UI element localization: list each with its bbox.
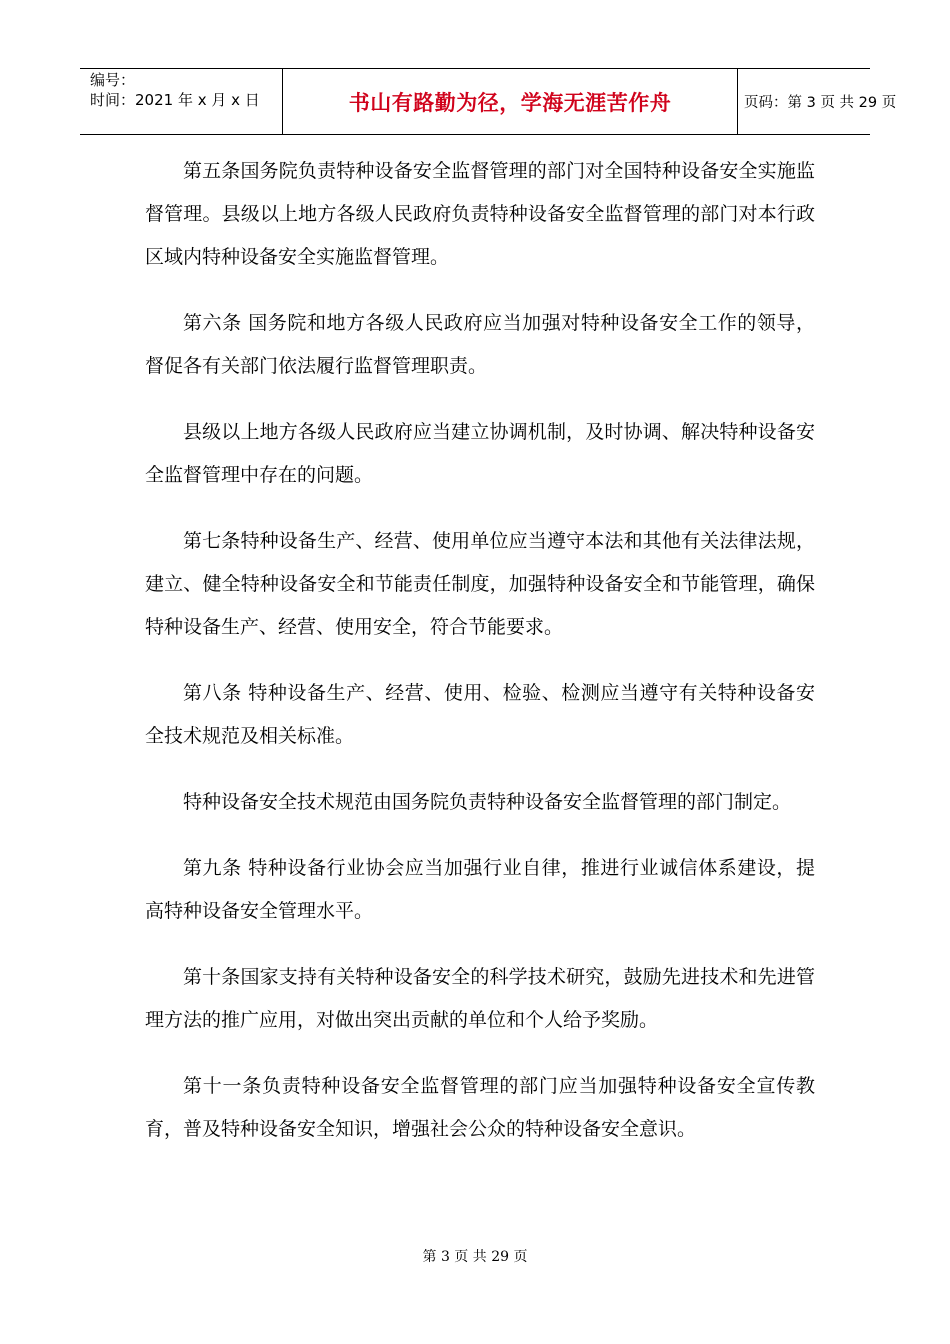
article-6-sub-paragraph: 县级以上地方各级人民政府应当建立协调机制，及时协调、解决特种设备安全监督管理中存在的问题。 xyxy=(145,421,815,486)
document-number-label: 编号： xyxy=(90,71,136,89)
article-9-paragraph: 第九条 特种设备行业协会应当加强行业自律，推进行业诚信体系建设，提高特种设备安全管理水平。 xyxy=(145,857,815,922)
article-6-paragraph: 第六条 国务院和地方各级人民政府应当加强对特种设备安全工作的领导，督促各有关部门依法履行监督管理职责。 xyxy=(145,312,815,377)
article-5-paragraph: 第五条国务院负责特种设备安全监督管理的部门对全国特种设备安全实施监督管理。县级以上地方各级人民政府负责特种设备安全监督管理的部门对本行政区域内特种设备安全实施监督管理。 xyxy=(145,160,815,268)
page-footer: 第 3 页 共 29 页 xyxy=(422,1249,528,1265)
header-motto-cell xyxy=(282,69,738,134)
header-motto: 书山有路勤为径，学海无涯苦作舟 xyxy=(348,90,672,115)
header-page-info: 页码：第 3 页 共 29 页 xyxy=(744,95,897,111)
article-10-paragraph: 第十条国家支持有关特种设备安全的科学技术研究，鼓励先进技术和先进管理方法的推广应用，对做出突出贡献的单位和个人给予奖励。 xyxy=(145,966,815,1031)
article-11-paragraph: 第十一条负责特种设备安全监督管理的部门应当加强特种设备安全宣传教育，普及特种设备安全知识，增强社会公众的特种设备安全意识。 xyxy=(145,1075,815,1140)
document-date-label: 时间：2021 年 x 月 x 日 xyxy=(90,91,260,109)
article-7-paragraph: 第七条特种设备生产、经营、使用单位应当遵守本法和其他有关法律法规，建立、健全特种设备安全和节能责任制度，加强特种设备安全和节能管理，确保特种设备生产、经营、使用安全，符合节能要求。 xyxy=(145,530,815,638)
page-header xyxy=(80,68,897,135)
article-8-paragraph: 第八条 特种设备生产、经营、使用、检验、检测应当遵守有关特种设备安全技术规范及相关标准。 xyxy=(145,682,815,747)
document-body xyxy=(145,150,815,1174)
article-8-sub-paragraph: 特种设备安全技术规范由国务院负责特种设备安全监督管理的部门制定。 xyxy=(183,791,792,813)
header-meta xyxy=(80,69,282,134)
